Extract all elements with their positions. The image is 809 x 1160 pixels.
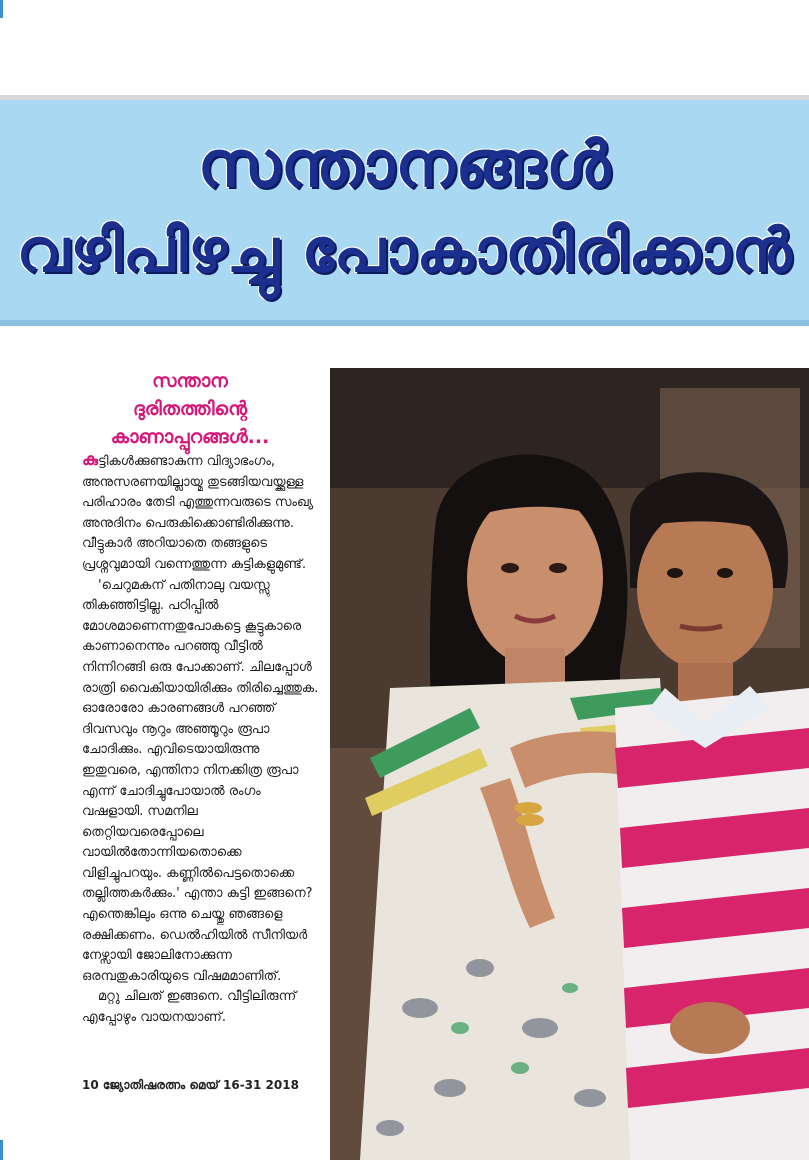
paragraph-1 (82, 450, 322, 576)
page-footer: 10 ജ്യോതിഷരത്നം മെയ് 16-31 2018 (82, 1078, 299, 1092)
paragraph-3: മറ്റു ചിലത് ഇങ്ങനെ. വീട്ടിലിരുന്ന് എപ്പോഴും വായനയാണ്. (82, 989, 297, 1026)
article-body (82, 450, 322, 1029)
subhead-line-1: സന്താന (152, 370, 228, 392)
headline-line-1: സന്താനങ്ങൾ (197, 128, 612, 202)
mother-and-son-photo (330, 368, 809, 1160)
paragraph-1-text: ട്ടികൾക്കുണ്ടാകുന്ന വിദ്യാഭംഗം, അനുസരണയില്ലായ്മ തുടങ്ങിയവയ്ക്കുള്ള പരിഹാരം തേടി എത്തുന്നവരുടെ സംഖ്യ അനുദിനം പെരുകിക്കൊണ്ടിരിക്കുന്നു. വീട്ടുകാർ അറിയാതെ തങ്ങളുടെ പ്രശ്നവുമായി വന്നെത്തുന്ന കുട്ടികളുമുണ്ട്. (82, 454, 314, 572)
headline-line-2: വഴിപിഴച്ചു പോകാതിരിക്കാൻ (16, 216, 793, 286)
paragraph-2: 'ചെറുമകന് പതിനാലു വയസ്സു തികഞ്ഞിട്ടില്ല. പഠിപ്പിൽ മോശമാണെന്നതുപോകട്ടെ കൂട്ടുകാരെ കാണാനെന്നും പറഞ്ഞു വീട്ടിൽ നിന്നിറങ്ങി ഒരു പോക്കാണ്. ചിലപ്പോൾ രാത്രി വൈകിയായിരിക്കും തിരിച്ചെത്തുക. ഓരോരോ കാരണങ്ങൾ പറഞ്ഞ് ദിവസവും നൂറും അഞ്ഞൂറും രൂപാ ചോദിക്കും. എവിടെയായിരുന്നു ഇതുവരെ, എന്തിനാ നിനക്കിത്ര രൂപാ എന്ന് ചോദിച്ചുപോയാൽ രംഗം വഷളായി. സമനില തെറ്റിയവരെപ്പോലെ വായിൽതോന്നിയതൊക്കെ വിളിച്ചുപറയും. കണ്ണിൽപെട്ടതൊക്കെ തല്ലിത്തകർക്കും.' എന്താ കുട്ടി ഇങ്ങനെ? എന്തെങ്കിലും ഒന്നു ചെയ്തു ഞങ്ങളെ രക്ഷിക്കണം. ഡെൽഹിയിൽ സീനിയർ നേഴ്സായി ജോലിനോക്കുന്ന ഒരമ്പതുകാരിയുടെ വിഷമമാണിത്. (82, 577, 319, 984)
left-margin-rule-top (0, 0, 3, 18)
photo-illustration (330, 368, 809, 1160)
left-margin-rule-bottom (0, 1140, 3, 1160)
subhead-line-2: ദുരിതത്തിന്റെ (133, 398, 247, 420)
drop-cap: കു (82, 450, 98, 470)
subhead-line-3: കാണാപ്പുറങ്ങൾ... (110, 426, 270, 448)
